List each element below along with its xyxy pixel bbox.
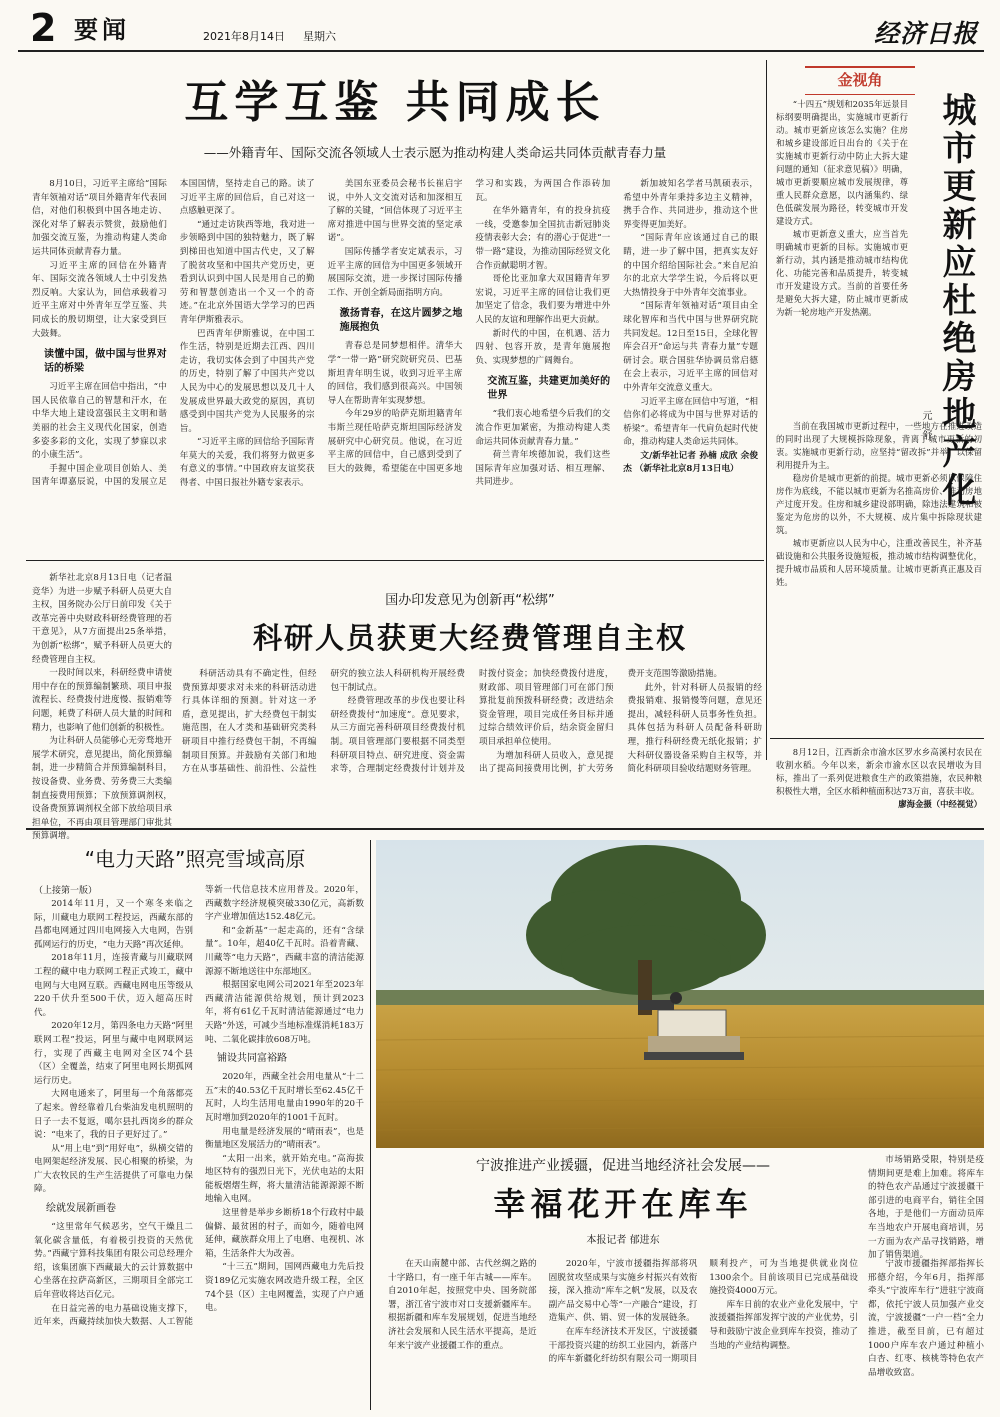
paragraph: 此外，针对科研人员报销的经费报销难、报销慢等问题，意见还提出，减轻科研人员事务性负担。具体包括为科研人员配备科研助理，推行科研经费无纸化报销；扩大科研仪器设备采购自主权等，并简化科研项目验收结题财务管理。 xyxy=(627,682,762,775)
article-youth-title: 互学互鉴 共同成长 xyxy=(184,77,606,128)
paragraph: 2020年，宁波市援疆指挥部将巩固脱贫攻坚成果与实施乡村振兴有效衔接，深入推动“库车之帆”发展，以及农副产品交易中心等“一产融合”建设，打造集产、供、销、贸一体的发展链条。 xyxy=(548,1259,698,1324)
paragraph: 2020年12月，第四条电力天路“阿里联网工程”投运，阿里与藏中电网联网运行，实现了西藏主电网对全区74个县（区）全覆盖，结束了阿里电网长期孤网运行历史。 xyxy=(34,1021,193,1086)
column-title: 城市更新应杜绝房地产化 xyxy=(936,92,976,510)
page-number: 2 xyxy=(30,6,57,50)
subhead: 铺设共同富裕路 xyxy=(217,1053,287,1065)
article-youth-body xyxy=(32,178,758,550)
paragraph: 宁波市援疆指挥部指挥长邢德介绍，今年6月，指挥部牵头“宁波库车行”进驻宁波商都，依托宁波人员加强产业交流，宁波援疆“一户一档”全力推进，截至目前，已有超过1000户库车农户通过种植小白杏、红枣、核桃等特色农产品增收致富。 xyxy=(868,1259,984,1378)
paragraph: 在日益完善的电力基础设施支撑下，近年来，西藏持续加快大数据、人工智能等新一代信息技术应用普及。2020年，西藏数字经济规模突破330亿元，高新数字产业增加值达152.48亿元。 xyxy=(34,885,364,1328)
paragraph: 根据国家电网公司2021年至2023年西藏清洁能源供给规划，预计到2023年，将有61亿千瓦时清洁能源通过“电力天路”外送，可减少当地标准煤消耗183万吨、二氧化碳排放608万吨。 xyxy=(205,980,364,1045)
photo-illustration xyxy=(376,840,984,1148)
paragraph: 哥伦比亚加拿大双国籍青年罗宏说，习近平主席的回信让我们更加坚定了信念，我们要为增进中外人民的友谊和理解作出更大贡献。 xyxy=(475,274,611,325)
masthead xyxy=(18,6,984,50)
paragraph: 习近平主席在回信中写道，“相信你们必将成为中国与世界对话的桥梁”。希望青年一代肩负起时代使命，推动构建人类命运共同体。 xyxy=(623,396,758,448)
column-author: 元舒 xyxy=(920,410,931,450)
paragraph: “国际青年应该通过自己的眼睛，进一步了解中国，把真实友好的中国介绍给国际社会。”来自尼泊尔的北京大学学生说，今后将以更大热情投身于中外青年交流事业。 xyxy=(623,233,758,298)
photo-credit: 廖海金摄（中经视觉） xyxy=(898,799,982,809)
article-tibet-body xyxy=(34,884,364,1410)
paragraph: 2020年，西藏全社会用电量从“十二五”末的40.53亿千瓦时增长至62.45亿千瓦时，人均生活用电量由1990年的20千瓦时增加到2020年的1001千瓦时。 xyxy=(205,1072,364,1123)
paragraph: 城市更新应以人民为中心，注重改善民生，补齐基础设施和公共服务设施短板，推动城市结构调整优化，提升城市品质和人居环境质量。让城市更新真正惠及百姓。 xyxy=(776,538,982,587)
continued-note: （上接第一版） xyxy=(34,886,98,896)
paragraph: 为增加科研人员收入，意见提出了提高间接费用比例，扩大劳务费开支范围等激励措施。 xyxy=(479,669,723,775)
paragraph: “国际青年领袖对话”项目由全球化智库和当代中国与世界研究院共同发起。12日至15日，全球化智库会召开“命运与共 青春力量”专题研讨会。联合国驻华协调员常启德在会上表示，习近平主席的回信对中外青年交流意义重大。 xyxy=(623,301,758,393)
paragraph: “我们衷心地希望今后我们的交流合作更加紧密，为推动构建人类命运共同体贡献青春力量。” xyxy=(475,409,611,447)
article-youth-subtitle: ——外籍青年、国际交流各领域人士表示愿为推动构建人类命运共同体贡献青春力量 xyxy=(203,145,667,160)
divider xyxy=(26,828,984,830)
paragraph: 2018年11月，连接青藏与川藏联网工程的藏中电力联网工程正式竣工，藏中电网与大电网互联。西藏电网电压等级从220千伏升至500千伏，迈入超高压时代。 xyxy=(34,953,193,1018)
article-tibet-title: “电力天路”照亮雪域高原 xyxy=(84,847,306,871)
paragraph: “太阳一出来，就开始充电。”高海拔地区特有的强烈日光下，光伏电站的太阳能板熠熠生辉，将大量清洁能源源源不断地输入电网。 xyxy=(205,1153,364,1205)
paragraph: 库车日前的农业产业化发展中，宁波援疆指挥部发挥宁波的产业优势，引导和鼓励宁波企业到库车投资，推动了当地的产业结构调整。 xyxy=(709,1299,858,1351)
paragraph: “这里常年气候恶劣，空气干燥且二氧化碳含量低，有着极引投资的天然优势。”西藏宁算科技集团有限公司总经理介绍，该集团旗下西藏最大的云计算数据中心坐落在拉萨高新区，三期项目全部完工后年营收将达百亿元。 xyxy=(34,1222,193,1301)
article-research-lead xyxy=(32,572,172,842)
paragraph: 在天山南麓中部、古代丝绸之路的十字路口，有一座千年古城——库车。自2010年起，按照党中央、国务院部署，浙江省宁波市对口支援新疆库车。根据新疆和库车发展规划，促进当地经济社会发展和人民生活水平提高，是近年来宁波产业援疆工作的重点。 xyxy=(388,1259,537,1351)
paragraph: 8月10日，习近平主席给“国际青年领袖对话”项目外籍青年代表回信，对他们积极到中国各地走访、深化对华了解表示赞赏，鼓励他们加强交流互鉴，为推动构建人类命运共同体贡献青春力量。 xyxy=(32,179,167,257)
paragraph: 新加坡知名学者马凯硕表示，希望中外青年秉持多边主义精神，携手合作、共同进步，推动这个世界变得更加美好。 xyxy=(623,179,758,230)
paragraph: 美国东亚委员会秘书长崔启宇说，中外人文交流对话和加深相互了解的关键，“回信体现了习近平主席对推进中国与世界交流的坚定承诺”。 xyxy=(327,179,463,244)
paragraph: 今年29岁的哈萨克斯坦籍青年韦斯兰现任哈萨克斯坦国际经济发展研究中心研究员。他说，在习近平主席的回信中，自己感到受到了巨大的鼓舞，希望能在中国更多地学习和实践，为两国合作添砖加瓦。 xyxy=(327,179,611,474)
article-ningbo-body xyxy=(388,1258,858,1410)
paragraph: 习近平主席的回信在外籍青年、国际交流各领域人士中引发热烈反响。大家认为，回信承载着习近平主席对中外青年互学互鉴、共同成长的殷切期望，让大家受到巨大鼓舞。 xyxy=(32,260,167,339)
issue-weekday: 星期六 xyxy=(303,30,336,43)
paragraph: 市场销路受限，特别是疫情期间更是难上加难。将库车的特色农产品通过宁波援疆干部引进的电商平台，销往全国各地，于是他们一方面动员库车当地农户开展电商培训，另一方面为农产品寻找销路，增加了销售渠道。 xyxy=(868,1155,984,1261)
article-ningbo-byline: 本报记者 郁进东 xyxy=(586,1235,660,1246)
article-research-body xyxy=(182,668,762,818)
paragraph: 这里曾是举步乡断桥18个行政村中最偏僻、最贫困的村子，而如今，随着电网延伸，藏族群众用上了电磨、电视机、冰箱，生活条件大为改善。 xyxy=(205,1208,364,1259)
harvest-photo xyxy=(376,840,984,1148)
article-ningbo-sidebar xyxy=(868,1154,984,1261)
paragraph: 一段时间以来，科研经费申请使用中存在的预算编制繁琐、项目申报流程长、经费拨付进度慢、报销难等问题，耗费了科研人员大量的时间和精力，也影响了他们创新的积极性。 xyxy=(32,668,172,733)
paragraph: “十三五”期间，国网西藏电力先后投资189亿元实施农网改造升级工程，全区74个县（区）主电网覆盖，实现了户户通电。 xyxy=(205,1262,364,1314)
divider xyxy=(26,560,764,561)
paragraph: 经费管理改革的步伐也要让科研经费拨付“加速度”。意见要求，从三方面完善科研项目经费拨付机制。项目管理部门要根据不同类型科研项目特点、研究进度、资金需求等，合理制定经费拨付计划并及时拨付资金；加快经费拨付进度，财政部、项目管理部门可在部门预算批复前预拨科研经费；改进结余资金管理，项目完成任务目标并通过综合绩效评价后，结余资金留归项目承担单位使用。 xyxy=(330,669,614,775)
paragraph: 新华社北京8月13日电（记者温竞华）为进一步赋予科研人员更大自主权，国务院办公厅日前印发《关于改革完善中央财政科研经费管理的若干意见》，从7方面提出25条举措，为创新“松绑”，赋予科研人员更大的经费管理自主权。 xyxy=(32,573,172,665)
paragraph: 荷兰青年埃德加说，我们这些国际青年应加强对话、相互理解、共同进步。 xyxy=(475,450,611,488)
subhead: 交流互鉴，共建更加美好的世界 xyxy=(487,376,611,402)
caption-text: 8月12日，江西新余市渝水区罗水乡高溪村农民在收割水稻。今年以来，新余市渝水区以农民增收为目标，推出了一系列促进粮食生产的政策措施，农民种粮积极性大增，全区水稻种植面积达73万亩，喜获丰收。 xyxy=(776,747,982,796)
column-divider xyxy=(766,60,767,760)
paragraph: “习近平主席的回信给予国际青年莫大的关爱，我们将努力做更多有意义的事情。”中国政府友谊奖获得者、中国日报社外籍专家表示。 xyxy=(179,437,315,489)
paragraph: 巴西青年伊斯雅说，在中国工作生活，特别是近期去江西、四川走访，我切实体会到了中国共产党的历史，特别了解了中国共产党以人民为中心的发展思想以及几十人发展成世界最大政党的原因，真切感受到中国共产党为人民服务的宗旨。 xyxy=(179,328,315,434)
paragraph: 在库车经济技术开发区，宁波援疆干部投资兴建的纺织工业园内，新落户的库车新疆化纤纺织有限公司一期项目顺利投产，可为当地提供就业岗位1300余个。目前该项目已完成基础设施投资4000万元。 xyxy=(548,1259,858,1365)
paragraph: 当前在我国城市更新过程中，一些地方在推进改造的同时出现了大规模拆除现象，背离了城市更新的初衷。实施城市更新行动，应坚持“留改拆”并举、以保留利用提升为主。 xyxy=(776,421,982,470)
paragraph: 城市更新意义重大，应当首先明确城市更新的目标。实施城市更新行动，其内涵是推动城市结构优化、功能完善和品质提升，转变城市开发建设方式。当前的首要任务是避免大拆大建，防止城市更新成为新一轮房地产开发热潮。 xyxy=(776,229,908,317)
paragraph: 稳房价是城市更新的前提。城市更新必须以保障住房作为底线，不能以城市更新为名推高房价、推动房地产过度开发。住房和城乡建设部明确，除违法建筑和被鉴定为危房的以外，不大规模、成片集中拆除现状建筑。 xyxy=(776,473,982,535)
paragraph: 从“用上电”到“用好电”，纵横交错的电网架起经济发展、民心相聚的桥梁，为广大农牧民的生产生活提供了可靠电力保障。 xyxy=(34,1143,193,1195)
paragraph: 大网电通来了，阿里每一个角落都亮了起来。曾经靠着几台柴油发电机照明的日子一去不复返，噶尔县扎西岗乡的群众说：“电来了，我的日子更好过了。” xyxy=(34,1089,193,1141)
section-name: 要闻 xyxy=(74,15,130,44)
column-body xyxy=(776,98,908,418)
issue-date: 2021年8月14日 xyxy=(203,30,285,43)
paragraph: 习近平主席在回信中指出，“中国人民依靠自己的智慧和汗水，在中华大地上建设富强民主文明和谐美丽的社会主义现代化国家，创造多姿多彩的文化，实现了梦寐以求的小康生活”。 xyxy=(32,382,167,461)
column-label xyxy=(805,66,915,95)
subhead: 激扬青春，在这片圆梦之地施展抱负 xyxy=(339,308,463,334)
column-divider xyxy=(370,840,371,1410)
paragraph: 新时代的中国，在机遇、活力四射、包容开放，是青年施展抱负、实现梦想的广阔舞台。 xyxy=(475,328,611,366)
column-body-continued xyxy=(776,420,982,732)
paragraph: “通过走访陕西等地，我对进一步领略到中国的独特魅力，既了解到梯田也知道中国古代史，又了解了脱贫攻坚和中国共产党历史，更看到认识到中国人民是用自己的勤劳和智慧创造出一个又一个的奇迹。”在北京外国语大学学习的巴西青年伊斯雅表示。 xyxy=(179,219,315,325)
photo-caption xyxy=(776,746,982,816)
article-ningbo-right-column xyxy=(868,1258,984,1410)
subhead: 读懂中国，做中国与世界对话的桥梁 xyxy=(44,349,167,375)
article-research-kicker: 国办印发意见为创新再“松绑” xyxy=(385,593,555,608)
subhead: 绘就发展新画卷 xyxy=(46,1203,116,1215)
masthead-rule xyxy=(18,50,984,52)
paragraph: 手握中国企业项目创始人、美国青年谭嘉辰说，中国的发展立足本国国情，坚持走自己的路。读了习近平主席的回信后，自己对这一点感触更深了。 xyxy=(32,179,315,488)
byline: 文/新华社记者 孙楠 成欣 余俊杰 （新华社北京8月13日电） xyxy=(623,450,758,475)
newspaper-logo: 经济日报 xyxy=(873,19,978,48)
article-ningbo-title: 幸福花开在库车 xyxy=(493,1185,753,1223)
paragraph: 2014年11月，又一个寒冬来临之际，川藏电力联网工程投运，西藏东部的昌都电网通过四川电网接入大电网，告别孤网运行的历史，“电力天路”再次延伸。 xyxy=(34,899,193,950)
article-ningbo-kicker: 宁波推进产业援疆，促进当地经济社会发展—— xyxy=(476,1158,770,1174)
paragraph: 和“金新基”一起走高的，还有“含绿量”。10年，超40亿千瓦时。沿着青藏、川藏等“电力天路”，西藏丰富的清洁能源源源不断地送往中东部地区。 xyxy=(205,925,364,977)
paragraph: 用电量是经济发展的“晴雨表”，也是衡量地区发展活力的“晴雨表”。 xyxy=(205,1126,364,1151)
paragraph: 为让科研人员能够心无旁骛地开展学术研究，意见提出，简化预算编制，进一步精简合并预算编制科目，按设备费、业务费、劳务费三大类编制直接费用预算；下放预算调剂权，设备费预算调剂权全部下放给项目承担单位，不再由项目管理部门审批其预算调增。 xyxy=(32,736,172,842)
column-label-text: 金视角 xyxy=(837,71,883,89)
paragraph: 科研活动具有不确定性，但经费预算却要求对未来的科研活动进行具体详细的预测。针对这一矛盾，意见提出，扩大经费包干制实施范围，在人才类和基础研究类科研项目中推行经费包干制，不再编制项目预算。并鼓励有关部门和地方在从事基础性、前沿性、公益性研究的独立法人科研机构开展经费包干制试点。 xyxy=(182,669,465,775)
paragraph: “十四五”规划和2035年远景目标纲要明确提出，实施城市更新行动。城市更新应该怎么实施？住房和城乡建设部近日出台的《关于在实施城市更新行动中防止大拆大建问题的通知（征求意见稿）》明确，城市更新要顺应城市发展规律，尊重人民群众意愿，以内涵集约、绿色低碳发展为路径，转变城市开发建设方式。 xyxy=(776,99,908,226)
paragraph: 在华外籍青年，有的投身抗疫一线，受邀参加全国抗击新冠肺炎疫情表彰大会；有的潜心于促进“一带一路”建设，为推动国际经贸文化合作贡献聪明才智。 xyxy=(475,206,611,271)
paragraph: 国际传播学者安定斌表示，习近平主席的回信为中国更多领域开展国际交流，进一步探讨国际传播工作、开创全新局面指明方向。 xyxy=(327,246,463,298)
paragraph: 青春总是同梦想相伴。清华大学“一带一路”研究院研究员、巴基斯坦青年明生说，收到习近平主席的回信，我们感到很高兴。中国领导人在帮助青年实现梦想。 xyxy=(327,341,463,406)
divider xyxy=(770,738,984,739)
article-research-title: 科研人员获更大经费管理自主权 xyxy=(252,621,687,655)
